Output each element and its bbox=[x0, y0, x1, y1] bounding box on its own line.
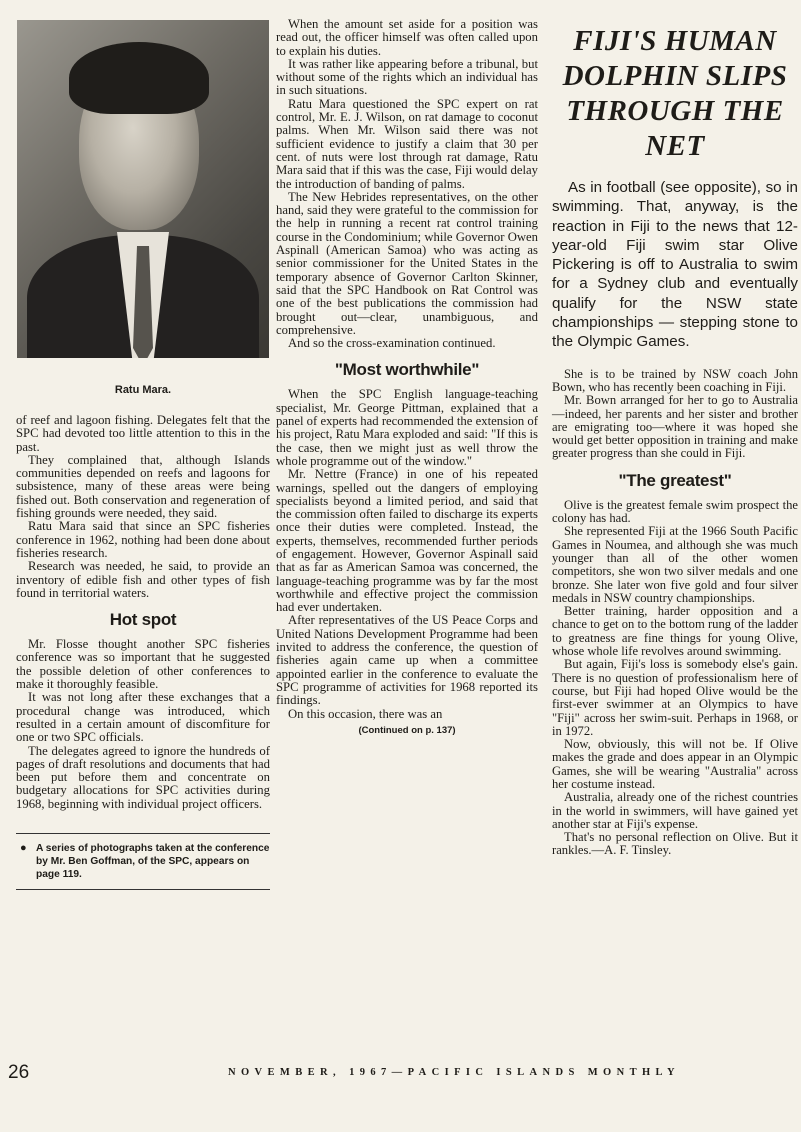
section-heading: "The greatest" bbox=[618, 470, 732, 490]
article-paragraph: She is to be trained by NSW coach John Bown, who has recently been coaching in Fiji. bbox=[552, 366, 798, 394]
article-paragraph: When the SPC English language-teaching specialist, Mr. George Pittman, explained that a panel of experts had recommended the extension of his project, Ratu Mara exploded and said: "If this is the case, then we might just as well throw the whole programme out of the window." bbox=[276, 387, 538, 468]
photo-note-text: A series of photographs taken at the conference by Mr. Ben Goffman, of the SPC, appears on page 119. bbox=[36, 843, 270, 881]
photo-caption: Ratu Mara. bbox=[114, 384, 172, 396]
article-paragraph: Mr. Bown arranged for her to go to Australia—indeed, her parents and her sister and brother are emigrating too—where it was hoped she would get better opposition in training and make greater progress than she could in Fiji. bbox=[552, 393, 798, 461]
divider bbox=[16, 833, 270, 834]
article-paragraph: On this occasion, there was an bbox=[288, 706, 443, 721]
column-left bbox=[16, 20, 270, 890]
article-paragraph: The delegates agreed to ignore the hundreds of pages of draft resolutions and documents that had been put before them and concentrate on budgetary allocations for SPC activities during 1968, beginning with individual project officers. bbox=[16, 743, 270, 811]
divider bbox=[16, 889, 270, 890]
article-paragraph: It was rather like appearing before a tribunal, but without some of the rights which an individual has in such situations. bbox=[276, 56, 538, 98]
article-paragraph: Australia, already one of the richest countries in the world in swimmers, will have gained yet another star at Fiji's expense. bbox=[552, 790, 798, 831]
column-right bbox=[552, 24, 798, 858]
bullet-icon: ● bbox=[20, 842, 27, 855]
article-paragraph: But again, Fiji's loss is somebody else's gain. There is no question of professionalism here of course, but Fiji had hoped Olive would be the first-ever swimmer at an Olympics to have "Fiji" across her swim-suit. Perhaps in 1968, or in 1972. bbox=[552, 657, 798, 738]
article-paragraph: Mr. Nettre (France) in one of his repeated warnings, spelled out the dangers of employing specialists beyond a limited period, and said that the commission often failed to discharge its experts once their duties were completed. Instead, the experts, themselves, recommended further periods of engagement. However, Governor Aspinall said that as far as American Samoa was concerned, the language-teaching programme was by far the most worthwhile and effective project the commission had ever undertaken. bbox=[276, 467, 538, 615]
article-paragraph: That's no personal reflection on Olive. But it rankles.—A. F. Tinsley. bbox=[552, 830, 798, 858]
article-paragraph: Research was needed, he said, to provide an inventory of edible fish and other types of fish found in territorial waters. bbox=[16, 559, 270, 600]
masthead: NOVEMBER, 1967—PACIFIC ISLANDS MONTHLY bbox=[228, 1067, 680, 1078]
article-paragraph: When the amount set aside for a position was read out, the officer himself was often called upon to explain his duties. bbox=[276, 17, 538, 58]
article-paragraph: They complained that, although Islands communities depended on reefs and lagoons for subsistence, many of these areas were being fished out. Both conservation and regeneration of fishing grounds were needed, they said. bbox=[16, 452, 270, 521]
page-footer bbox=[8, 1062, 798, 1086]
section-heading: "Most worthwhile" bbox=[334, 360, 480, 380]
article-paragraph: Now, obviously, this will not be. If Olive makes the grade and does appear in an Olympic Games, she will be wearing "Australia" across her costume instead. bbox=[552, 737, 798, 791]
article-paragraph: Ratu Mara said that since an SPC fisheries conference in 1962, nothing had been done about fisheries research. bbox=[16, 519, 270, 560]
article-paragraph: Olive is the greatest female swim prospect the colony has had. bbox=[552, 497, 798, 526]
article-paragraph: And so the cross-examination continued. bbox=[288, 336, 496, 351]
article-paragraph: It was not long after these exchanges that a procedural change was introduced, which resulted in a certain amount of discomfiture for one or two SPC officials. bbox=[16, 690, 270, 745]
article-paragraph: of reef and lagoon fishing. Delegates felt that the SPC had devoted too little attention to this in the past. bbox=[16, 413, 270, 454]
article-paragraph: She represented Fiji at the 1966 South Pacific Games in Noumea, and although she was much younger than all of the other women competitors, she won two silver medals and one bronze. She later won five gold and four silver medals in NSW country championships. bbox=[552, 524, 798, 605]
article-paragraph: Ratu Mara questioned the SPC expert on rat control, Mr. E. J. Wilson, on rat damage to coconut palms. When Mr. Wilson said there was not sufficient evidence to justify a claim that 30 per cent. of nuts were lost through rat damage, Ratu Mara said that if this was the case, Fiji would delay the introduction of banding of palms. bbox=[276, 96, 538, 191]
photo-note bbox=[16, 842, 270, 881]
article-paragraph: Mr. Flosse thought another SPC fisheries conference was so important that he suggested the possible deletion of other conferences to make it thoroughly feasible. bbox=[16, 637, 270, 692]
portrait-photo bbox=[17, 20, 269, 358]
article-paragraph: Better training, harder opposition and a chance to get on to the bottom rung of the ladder to greatness are fine things for young Olive, whose whole life revolves around swimming. bbox=[552, 604, 798, 659]
article-paragraph: The New Hebrides representatives, on the other hand, said they were grateful to the commission for the help in running a recent rat control training course in the Condominium; while Governor Owen Aspinall (American Samoa) who was acting as senior commissioner for the United States in the temporary absence of Governor Carlton Skinner, said that the SPC Handbook on Rat Control was one of the best publications the commission had brought out—clear, unambiguous, and comprehensive. bbox=[276, 189, 538, 337]
article-paragraph: After representatives of the US Peace Corps and United Nations Development Programme had been invited to address the conference, the question of fisheries again came up when a committee appointed earlier in the conference to evaluate the SPC programme of activities for 1968 reported its findings. bbox=[276, 613, 538, 708]
section-heading: Hot spot bbox=[109, 610, 177, 630]
article-lead: As in football (see opposite), so in swimming. That, anyway, is the reaction in Fiji to the news that 12-year-old Fiji swim star Olive Pickering is off to Australia to swim for a Sydney club and eventually qualify for the NSW state championships — stepping stone to the Olympic Games. bbox=[552, 179, 798, 351]
column-middle bbox=[276, 18, 538, 736]
article-headline: FIJI'S HUMAN DOLPHIN SLIPS THROUGH THE NET bbox=[562, 25, 788, 162]
page-number: 26 bbox=[8, 1062, 30, 1083]
continued-note: (Continued on p. 137) bbox=[358, 724, 456, 736]
